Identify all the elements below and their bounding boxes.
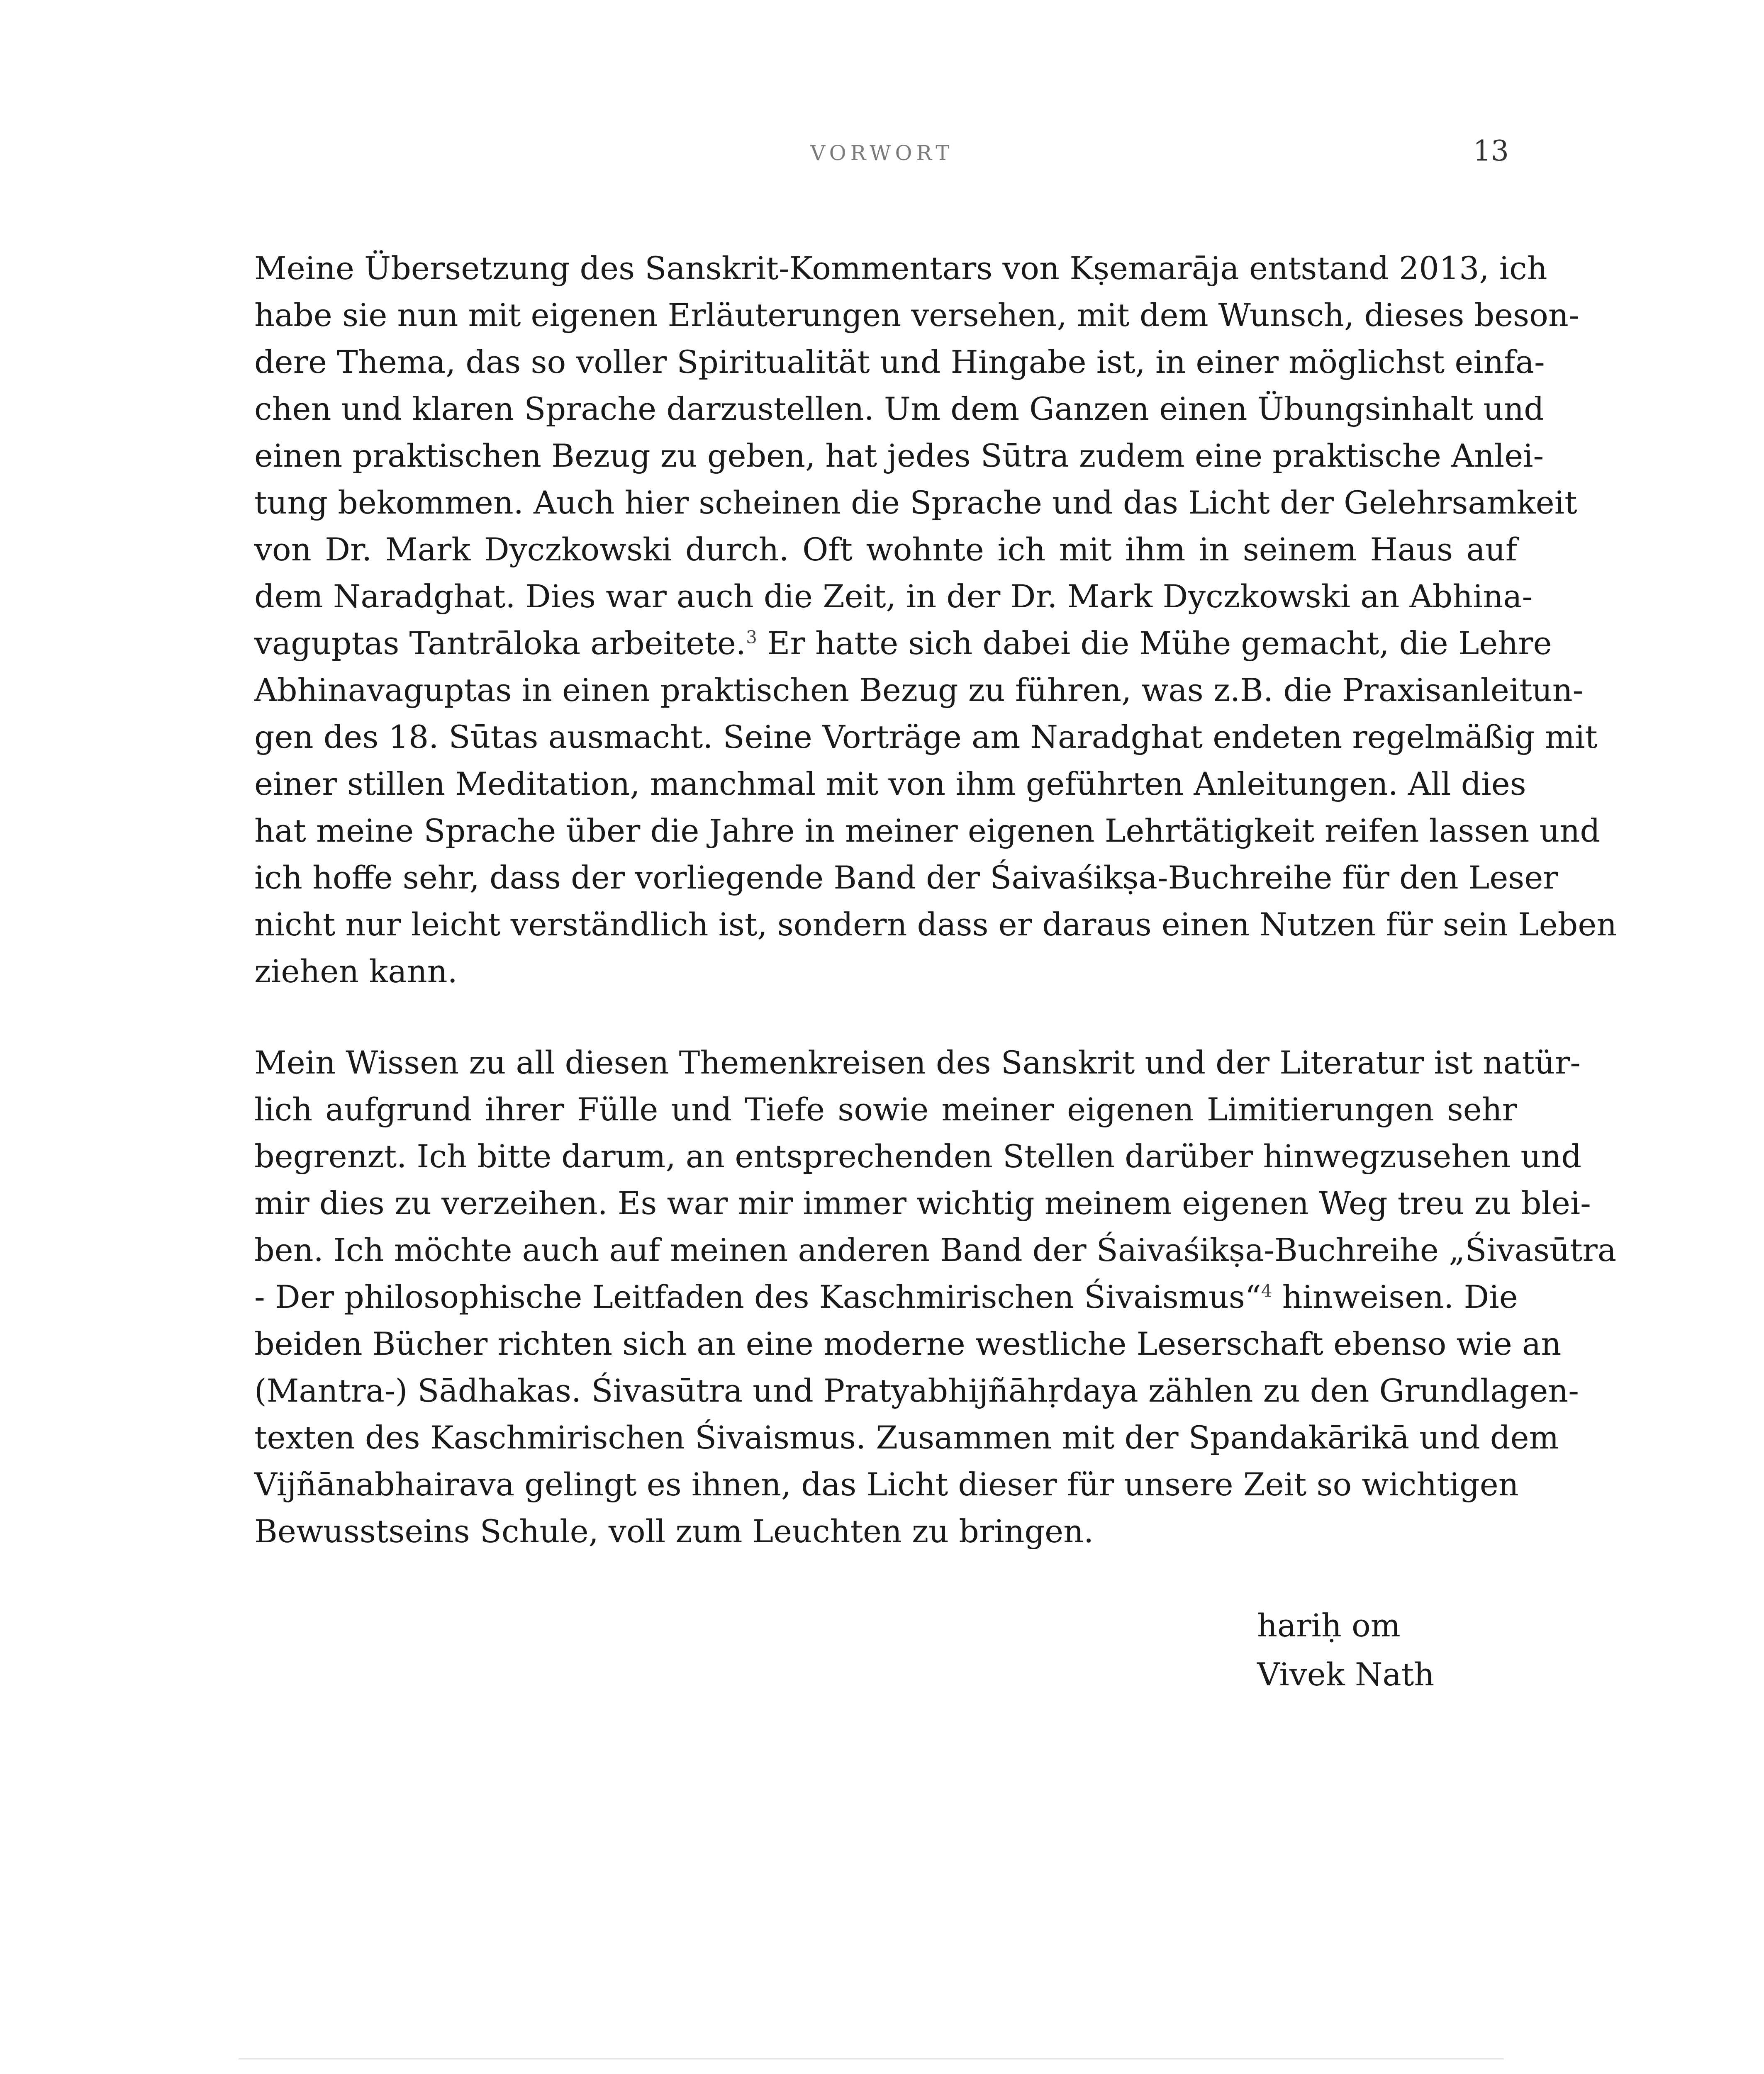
footnote-divider	[239, 2058, 1504, 2059]
signature-name: Vivek Nath	[1257, 1656, 1435, 1693]
paragraph-1	[254, 245, 1617, 995]
text-fragment: hinweisen. Die	[1272, 1278, 1518, 1315]
text-line: texten des Kaschmirischen Śivaismus. Zusammen mit der Spandakārikā und dem	[254, 1419, 1559, 1456]
text-line: ich hoffe sehr, dass der vorliegende Band der Śaivaśikṣa-Buchreihe für den Leser	[254, 859, 1558, 896]
page-number: 13	[1473, 135, 1509, 168]
text-line: hat meine Sprache über die Jahre in meiner eigenen Lehrtätigkeit reifen lassen und	[254, 812, 1601, 849]
running-header: VORWORT	[810, 141, 954, 165]
text-line: habe sie nun mit eigenen Erläuterungen versehen, mit dem Wunsch, dieses beson-	[254, 297, 1579, 333]
text-line-with-footnote	[254, 620, 1552, 667]
text-line: nicht nur leicht verständlich ist, sondern dass er daraus einen Nutzen für sein Leben	[254, 906, 1617, 943]
footnote-reference-3[interactable]: 3	[746, 627, 757, 648]
text-fragment: vaguptas Tantrāloka arbeitete.	[254, 625, 746, 662]
text-line: dere Thema, das so voller Spiritualität und Hingabe ist, in einer möglichst einfa-	[254, 343, 1545, 380]
text-line: (Mantra-) Sādhakas. Śivasūtra und Pratyabhijñāhṛdaya zählen zu den Grundlagen-	[254, 1372, 1579, 1409]
text-line: ben. Ich möchte auch auf meinen anderen Band der Śaivaśikṣa-Buchreihe „Śivasūtra	[254, 1232, 1617, 1268]
text-line: tung bekommen. Auch hier scheinen die Sprache und das Licht der Gelehrsamkeit	[254, 484, 1577, 521]
text-line: gen des 18. Sūtas ausmacht. Seine Vorträge am Naradghat endeten regelmäßig mit	[254, 718, 1598, 755]
text-fragment: Er hatte sich dabei die Mühe gemacht, die Lehre	[757, 625, 1552, 662]
footnote-reference-4[interactable]: 4	[1261, 1280, 1272, 1301]
text-line: beiden Bücher richten sich an eine moderne westliche Leserschaft ebenso wie an	[254, 1325, 1562, 1362]
text-line: von Dr. Mark Dyczkowski durch. Oft wohnte ich mit ihm in seinem Haus auf	[254, 531, 1517, 568]
paragraph-2	[254, 1039, 1617, 1555]
text-line: ziehen kann.	[254, 953, 458, 990]
text-line: chen und klaren Sprache darzustellen. Um dem Ganzen einen Übungsinhalt und	[254, 390, 1544, 427]
text-line: Vijñānabhairava gelingt es ihnen, das Licht dieser für unsere Zeit so wichtigen	[254, 1466, 1519, 1503]
text-line: dem Naradghat. Dies war auch die Zeit, in der Dr. Mark Dyczkowski an Abhina-	[254, 578, 1533, 615]
text-line: Mein Wissen zu all diesen Themenkreisen des Sanskrit und der Literatur ist natür-	[254, 1044, 1581, 1081]
text-line: begrenzt. Ich bitte darum, an entsprechenden Stellen darüber hinwegzusehen und	[254, 1138, 1581, 1175]
signature-greeting: hariḥ om	[1257, 1607, 1401, 1644]
text-line: mir dies zu verzeihen. Es war mir immer wichtig meinem eigenen Weg treu zu blei-	[254, 1185, 1591, 1222]
text-line: Meine Übersetzung des Sanskrit-Kommentars von Kṣemarāja entstand 2013, ich	[254, 250, 1547, 287]
text-line: Bewusstseins Schule, voll zum Leuchten zu bringen.	[254, 1513, 1094, 1550]
signature-block	[1257, 1601, 1434, 1699]
text-fragment: - Der philosophische Leitfaden des Kaschmirischen Śivaismus“	[254, 1278, 1261, 1315]
text-line: Abhinavaguptas in einen praktischen Bezug zu führen, was z.B. die Praxisanleitun-	[254, 672, 1584, 708]
text-line: einer stillen Meditation, manchmal mit von ihm geführten Anleitungen. All dies	[254, 765, 1526, 802]
text-line-with-footnote	[254, 1273, 1517, 1320]
text-line: einen praktischen Bezug zu geben, hat jedes Sūtra zudem eine praktische Anlei-	[254, 437, 1544, 474]
text-line: lich aufgrund ihrer Fülle und Tiefe sowie meiner eigenen Limitierungen sehr	[254, 1091, 1517, 1128]
